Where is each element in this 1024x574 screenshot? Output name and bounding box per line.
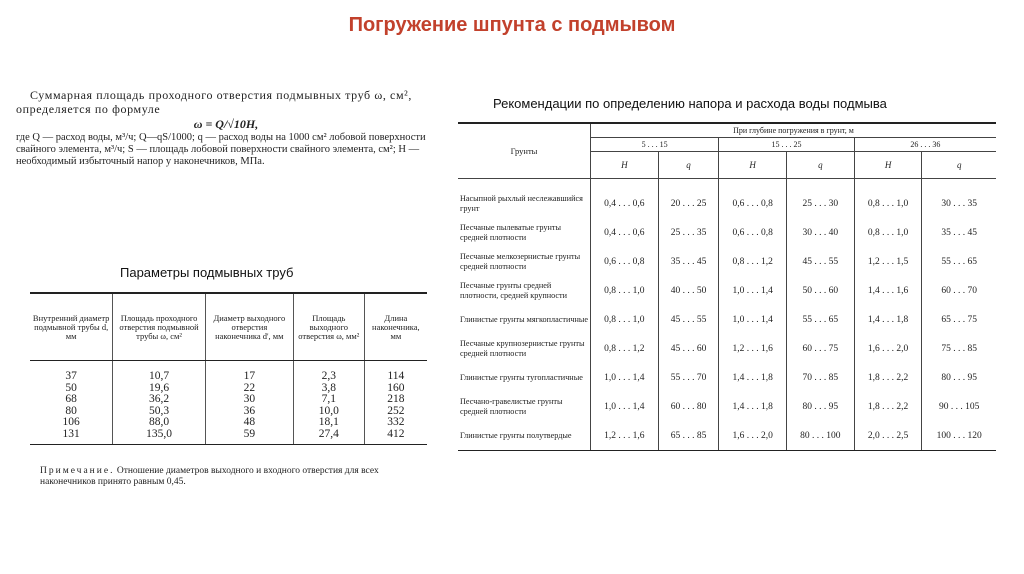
q-value: 100 . . . 120 <box>922 421 996 451</box>
h-value: 1,2 . . . 1,6 <box>591 421 659 451</box>
q-value: 45 . . . 55 <box>658 305 719 334</box>
table-cell: 37 <box>65 370 77 382</box>
h-value: 0,4 . . . 0,6 <box>591 179 659 219</box>
table-row <box>458 247 996 276</box>
table-row <box>458 421 996 451</box>
page-title: Погружение шпунта с подмывом <box>348 14 676 36</box>
q-value: 55 . . . 65 <box>922 247 996 276</box>
table-row <box>458 305 996 334</box>
table-cell: 10,7 <box>113 361 205 383</box>
h-value: 1,0 . . . 1,4 <box>719 305 787 334</box>
q-header: q <box>922 152 996 179</box>
table-row <box>458 334 996 363</box>
table-cell: 18,1 <box>293 417 364 429</box>
h-value: 1,4 . . . 1,8 <box>719 392 787 421</box>
q-value: 45 . . . 60 <box>658 334 719 363</box>
formula: ω = Q/√10H, <box>193 117 259 131</box>
table-cell: 48 <box>205 417 293 429</box>
q-value: 55 . . . 65 <box>787 305 855 334</box>
q-value: 60 . . . 70 <box>922 276 996 305</box>
table-cell: 19,6 <box>113 383 205 395</box>
h-value: 0,6 . . . 0,8 <box>719 218 787 247</box>
h-value: 0,8 . . . 1,0 <box>854 218 922 247</box>
soil-name: Песчаные пылеватые грунты средней плотности <box>460 223 561 242</box>
h-value: 0,8 . . . 1,0 <box>591 276 659 305</box>
water-pressure-table <box>458 122 996 451</box>
h-value: 0,4 . . . 0,6 <box>591 218 659 247</box>
h-value: 1,0 . . . 1,4 <box>591 363 659 392</box>
left-table-heading: Параметры подмывных труб <box>120 265 294 280</box>
q-value: 40 . . . 50 <box>658 276 719 305</box>
table-cell: 30 <box>205 394 293 406</box>
table-row <box>30 383 427 395</box>
q-value: 80 . . . 100 <box>787 421 855 451</box>
table-cell: 17 <box>205 361 293 383</box>
soil-name: Глинистые грунты мягкопластичные <box>460 314 588 324</box>
table-row <box>30 406 427 418</box>
soil-name: Насыпной рыхлый неслежавшийся грунт <box>460 194 583 213</box>
table-cell: 412 <box>364 429 427 445</box>
table-row <box>30 429 427 445</box>
h-value: 1,6 . . . 2,0 <box>854 334 922 363</box>
h-value: 0,6 . . . 0,8 <box>719 179 787 219</box>
table-row <box>30 394 427 406</box>
table-cell: 7,1 <box>293 394 364 406</box>
right-table-heading: Рекомендации по определению напора и расхода воды подмыва <box>493 96 887 111</box>
table-cell: 252 <box>364 406 427 418</box>
h-value: 0,8 . . . 1,2 <box>719 247 787 276</box>
column-header: Длина наконечника, мм <box>364 293 427 361</box>
table-cell: 59 <box>205 429 293 445</box>
table-cell: 3,8 <box>293 383 364 395</box>
table-row <box>458 276 996 305</box>
table-row <box>458 179 996 219</box>
h-value: 1,2 . . . 1,5 <box>854 247 922 276</box>
column-header: Площадь проходного отверстия подмывной трубы ω, см² <box>113 293 205 361</box>
h-value: 0,8 . . . 1,2 <box>591 334 659 363</box>
depth-range: 15 . . . 25 <box>719 138 854 152</box>
q-value: 80 . . . 95 <box>787 392 855 421</box>
table-cell: 36,2 <box>113 394 205 406</box>
table-row <box>458 363 996 392</box>
q-value: 30 . . . 35 <box>922 179 996 219</box>
h-value: 1,4 . . . 1,8 <box>854 305 922 334</box>
q-header: q <box>658 152 719 179</box>
q-value: 80 . . . 95 <box>922 363 996 392</box>
table-cell: 114 <box>364 361 427 383</box>
q-value: 35 . . . 45 <box>658 247 719 276</box>
formula-explanation: где Q — расход воды, м³/ч; Q—qS/1000; q — расход воды на 1000 см² лобовой поверхности свайного элемента, м³/ч; S — площадь лобовой поверхности свайного элемента, см²; H — необходимый избыточный напор у наконечников, МПа. <box>16 132 426 167</box>
table-cell: 135,0 <box>113 429 205 445</box>
q-value: 65 . . . 75 <box>922 305 996 334</box>
q-value: 30 . . . 40 <box>787 218 855 247</box>
table-header-row <box>30 293 427 361</box>
h-value: 1,2 . . . 1,6 <box>719 334 787 363</box>
h-header: H <box>591 152 659 179</box>
table-cell: 50,3 <box>113 406 205 418</box>
q-value: 55 . . . 70 <box>658 363 719 392</box>
soil-name: Глинистые грунты тугопластичные <box>460 372 583 382</box>
table-cell: 88,0 <box>113 417 205 429</box>
soil-name: Песчаные мелкозернистые грунты средней плотности <box>460 252 581 271</box>
table-cell: 27,4 <box>293 429 364 445</box>
h-value: 1,8 . . . 2,2 <box>854 392 922 421</box>
depth-header: При глубине погружения в грунт, м <box>591 123 997 138</box>
q-value: 20 . . . 25 <box>658 179 719 219</box>
depth-range: 5 . . . 15 <box>591 138 719 152</box>
q-value: 50 . . . 60 <box>787 276 855 305</box>
q-value: 45 . . . 55 <box>787 247 855 276</box>
table-header-row <box>458 123 996 138</box>
note-text: Отношение диаметров выходного и входного отверстия для всех наконечников принято равным 0,45. <box>40 466 379 487</box>
depth-range: 26 . . . 36 <box>854 138 996 152</box>
h-value: 1,4 . . . 1,8 <box>719 363 787 392</box>
table-note <box>40 466 430 488</box>
note-label: Примечание. <box>40 466 115 476</box>
table-cell: 332 <box>364 417 427 429</box>
h-value: 1,0 . . . 1,4 <box>719 276 787 305</box>
formula-intro: Суммарная площадь проходного отверстия подмывных труб ω, см², определяется по формуле <box>16 88 412 116</box>
h-header: H <box>719 152 787 179</box>
table-cell: 50 <box>65 381 77 394</box>
h-value: 1,8 . . . 2,2 <box>854 363 922 392</box>
q-value: 75 . . . 85 <box>922 334 996 363</box>
table-cell: 160 <box>364 383 427 395</box>
table-row <box>30 361 427 383</box>
h-value: 0,8 . . . 1,0 <box>591 305 659 334</box>
table-cell: 218 <box>364 394 427 406</box>
table-cell: 80 <box>65 404 77 417</box>
q-header: q <box>787 152 855 179</box>
q-value: 35 . . . 45 <box>922 218 996 247</box>
q-value: 90 . . . 105 <box>922 392 996 421</box>
table-row <box>458 218 996 247</box>
h-value: 2,0 . . . 2,5 <box>854 421 922 451</box>
q-value: 25 . . . 30 <box>787 179 855 219</box>
h-value: 1,0 . . . 1,4 <box>591 392 659 421</box>
table-cell: 131 <box>30 429 113 445</box>
column-header: Диаметр выходного отверстия наконечника d', мм <box>205 293 293 361</box>
table-row <box>458 392 996 421</box>
soil-name: Песчано-гравелистые грунты средней плотности <box>460 397 563 416</box>
table-cell: 106 <box>62 416 80 428</box>
pipe-parameters-table <box>30 292 427 445</box>
soil-column-header: Грунты <box>458 123 591 179</box>
q-value: 25 . . . 35 <box>658 218 719 247</box>
column-header: Внутренний диаметр подмывной трубы d, мм <box>30 293 113 361</box>
table-cell: 2,3 <box>293 361 364 383</box>
soil-name: Глинистые грунты полутвердые <box>458 421 591 451</box>
q-value: 65 . . . 85 <box>658 421 719 451</box>
h-value: 0,8 . . . 1,0 <box>854 179 922 219</box>
table-row <box>30 417 427 429</box>
soil-name: Песчаные грунты средней плотности, средней крупности <box>460 281 567 300</box>
table-cell: 22 <box>205 383 293 395</box>
h-value: 1,4 . . . 1,6 <box>854 276 922 305</box>
table-cell: 68 <box>65 393 77 405</box>
q-value: 70 . . . 85 <box>787 363 855 392</box>
table-cell: 36 <box>205 406 293 418</box>
h-value: 1,6 . . . 2,0 <box>719 421 787 451</box>
formula-block <box>16 88 436 168</box>
q-value: 60 . . . 75 <box>787 334 855 363</box>
h-value: 0,6 . . . 0,8 <box>591 247 659 276</box>
q-value: 60 . . . 80 <box>658 392 719 421</box>
h-header: H <box>854 152 922 179</box>
table-cell: 10,0 <box>293 406 364 418</box>
soil-name: Песчаные крупнозернистые грунты средней плотности <box>460 339 585 358</box>
column-header: Площадь выходного отверстия ω, мм² <box>293 293 364 361</box>
